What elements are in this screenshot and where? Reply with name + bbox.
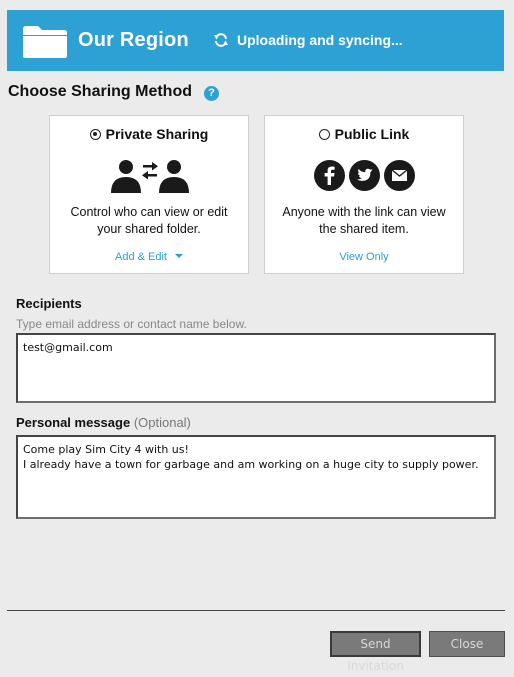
folder-icon — [21, 23, 69, 59]
sync-status: Uploading and syncing... — [237, 32, 403, 48]
divider — [7, 610, 505, 611]
optional-hint: (Optional) — [133, 415, 191, 430]
send-invitation-button[interactable]: Send Invitation — [330, 631, 421, 657]
private-sharing-option[interactable] — [50, 126, 248, 142]
sync-icon — [213, 32, 229, 48]
view-only-label: View Only — [339, 251, 389, 263]
folder-title: Our Region — [78, 29, 189, 51]
public-link-label: Public Link — [334, 126, 410, 142]
private-sharing-card[interactable] — [49, 115, 249, 274]
chevron-down-icon — [175, 254, 183, 258]
private-sharing-label: Private Sharing — [105, 126, 209, 142]
section-title: Choose Sharing Method — [8, 83, 192, 100]
private-sharing-description: Control who can view or edit your shared folder. — [70, 205, 228, 236]
people-share-icon — [108, 158, 192, 194]
help-icon[interactable]: ? — [204, 86, 219, 101]
public-link-option[interactable] — [265, 126, 463, 142]
public-link-radio[interactable] — [319, 129, 330, 140]
recipients-hint: Type email address or contact name below. — [16, 317, 247, 331]
personal-message-title: Personal message — [16, 415, 131, 430]
close-button[interactable]: Close — [429, 631, 505, 657]
private-sharing-radio[interactable] — [90, 129, 101, 140]
twitter-icon[interactable] — [349, 160, 380, 191]
social-icons — [265, 160, 463, 191]
permission-dropdown[interactable] — [50, 251, 248, 263]
public-link-description: Anyone with the link can view the shared item. — [282, 205, 446, 236]
facebook-icon[interactable] — [314, 160, 345, 191]
public-link-card[interactable] — [264, 115, 464, 274]
recipients-label: Recipients — [16, 296, 82, 311]
personal-message-input[interactable]: Come play Sim City 4 with us! I already have a town for garbage and am working on a huge city to supply power. — [16, 435, 496, 519]
header-bar — [7, 10, 504, 71]
recipients-input[interactable]: test@gmail.com — [16, 333, 496, 403]
email-icon[interactable] — [384, 160, 415, 191]
permission-label: Add & Edit — [115, 251, 167, 263]
personal-message-label — [16, 415, 191, 430]
